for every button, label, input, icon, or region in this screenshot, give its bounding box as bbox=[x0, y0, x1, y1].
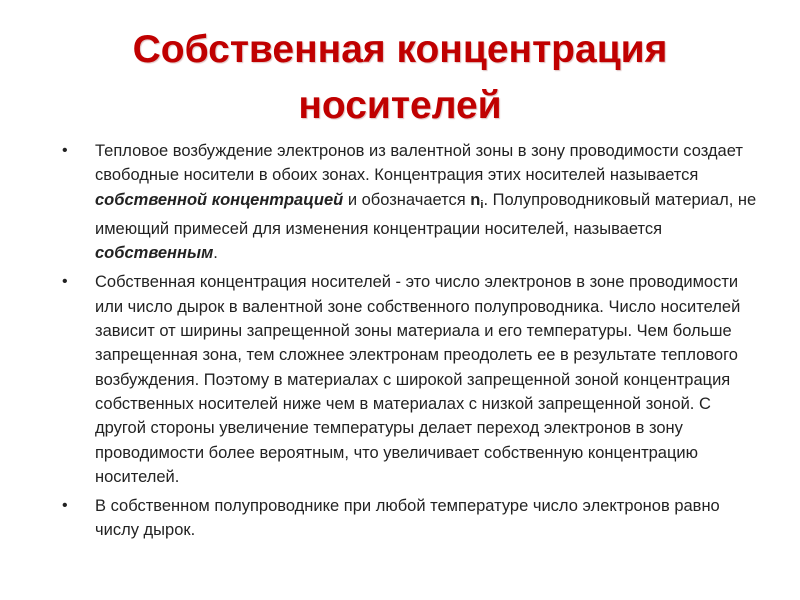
slide-title bbox=[40, 22, 760, 134]
symbol-ni bbox=[470, 191, 483, 209]
bullet-2-text: Собственная концентрация носителей - это число электронов в зоне проводимости или число дырок в валентной зоне собственного полупроводника. Число носителей зависит от ширины запрещенной зоны материала и его температуры. Чем больше запрещенная зона, тем сложнее электронам преодолеть ее в результате теплового возбуждения. Поэтому в материалах с широкой запрещенной зоной концентрация собственных носителей ниже чем в материалах с низкой запрещенной зоной. С другой стороны увеличение температуры делает переход электронов в зону проводимости более вероятным, что увеличивает собственную концентрацию носителей. bbox=[95, 273, 741, 486]
bullet-item-1 bbox=[60, 139, 760, 265]
symbol-ni-base: n bbox=[470, 190, 481, 209]
bullet-1-text-a: Тепловое возбуждение электронов из валентной зоны в зону проводимости создает свободные носители в обоих зонах. Концентрация этих носителей называется bbox=[95, 142, 743, 185]
bullet-1-text-c: . Полупроводниковый материал, не имеющий примесей для изменения концентрации носителей, называется bbox=[95, 190, 757, 238]
bullet-marker: • bbox=[62, 497, 68, 515]
bullet-item-3 bbox=[60, 494, 760, 543]
title-line-2: носителей bbox=[298, 84, 502, 127]
title-line-1: Собственная концентрация bbox=[132, 28, 668, 71]
term-intrinsic: собственным bbox=[95, 244, 214, 263]
symbol-ni-subscript: i bbox=[480, 198, 484, 211]
bullet-marker: • bbox=[62, 273, 68, 291]
bullet-3-text: В собственном полупроводнике при любой температуре число электронов равно числу дырок. bbox=[95, 497, 720, 540]
bullet-1-text-d: . bbox=[213, 244, 218, 263]
bullet-1-text-b: и обозначается bbox=[343, 190, 471, 209]
bullet-item-2 bbox=[60, 270, 760, 489]
bullet-marker: • bbox=[62, 142, 68, 159]
bullet-list bbox=[60, 139, 760, 548]
term-intrinsic-concentration: собственной концентрацией bbox=[95, 190, 344, 209]
